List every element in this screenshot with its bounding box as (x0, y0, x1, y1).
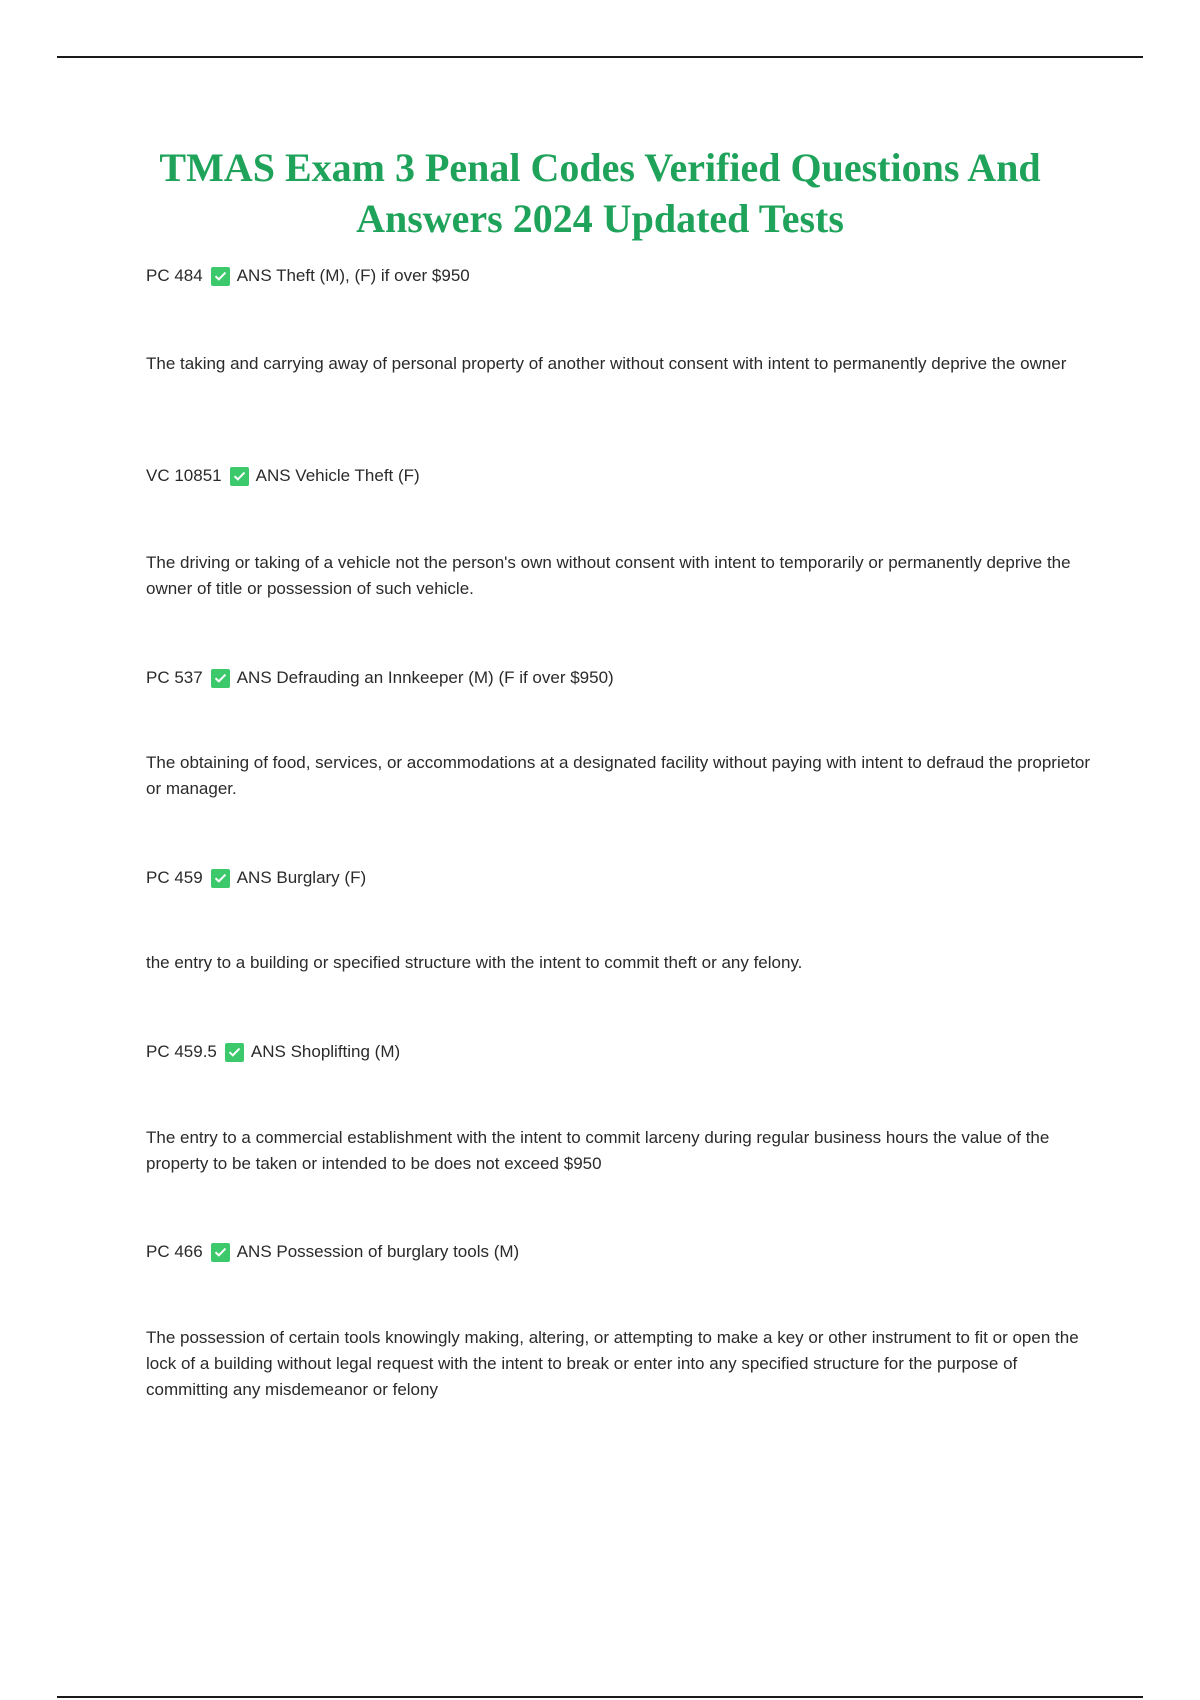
description-text: The entry to a commercial establishment with the intent to commit larceny during regular business hours the value of the property to be taken or intended to be does not exceed $950 (146, 1128, 1050, 1173)
qa-entry (146, 866, 1092, 890)
description-text: The driving or taking of a vehicle not the person's own without consent with intent to temporarily or permanently deprive the owner of title or possession of such vehicle. (146, 553, 1071, 598)
description-text: The obtaining of food, services, or accommodations at a designated facility without paying with intent to defraud the proprietor or manager. (146, 753, 1091, 798)
answer-text: ANS Shoplifting (M) (250, 1042, 401, 1061)
answer-text: ANS Vehicle Theft (F) (255, 466, 420, 485)
check-box-icon (225, 1043, 244, 1062)
question-line (146, 464, 1092, 488)
question-line (146, 1240, 1092, 1264)
code-label: PC 466 (146, 1242, 203, 1261)
qa-entry (146, 1240, 1092, 1264)
top-rule (57, 56, 1143, 58)
code-label: PC 484 (146, 266, 203, 285)
check-box-icon (230, 467, 249, 486)
question-line (146, 866, 1092, 890)
question-line (146, 666, 1092, 690)
question-line (146, 1040, 1092, 1064)
answer-text: ANS Defrauding an Innkeeper (M) (F if over $950) (236, 668, 614, 687)
qa-entry (146, 464, 1092, 488)
answer-text: ANS Theft (M), (F) if over $950 (236, 266, 470, 285)
check-box-icon (211, 267, 230, 286)
code-label: VC 10851 (146, 466, 222, 485)
qa-entry (146, 264, 1092, 288)
code-label: PC 537 (146, 668, 203, 687)
description-text: The possession of certain tools knowingly making, altering, or attempting to make a key or other instrument to fit or open the lock of a building without legal request with the intent to break or enter into any specified structure for the purpose of committing any misdemeanor or felony (146, 1328, 1079, 1399)
qa-entry (146, 1040, 1092, 1064)
check-box-icon (211, 669, 230, 688)
question-line (146, 264, 1092, 288)
description-text: The taking and carrying away of personal property of another without consent with intent to permanently deprive the owner (146, 354, 1067, 373)
bottom-rule (57, 1696, 1143, 1698)
check-box-icon (211, 1243, 230, 1262)
check-box-icon (211, 869, 230, 888)
answer-text: ANS Burglary (F) (236, 868, 367, 887)
answer-text: ANS Possession of burglary tools (M) (236, 1242, 520, 1261)
description-text: the entry to a building or specified structure with the intent to commit theft or any felony. (146, 953, 803, 972)
qa-entry (146, 666, 1092, 690)
page-title: TMAS Exam 3 Penal Codes Verified Questions And Answers 2024 Updated Tests (159, 145, 1041, 241)
code-label: PC 459.5 (146, 1042, 217, 1061)
code-label: PC 459 (146, 868, 203, 887)
